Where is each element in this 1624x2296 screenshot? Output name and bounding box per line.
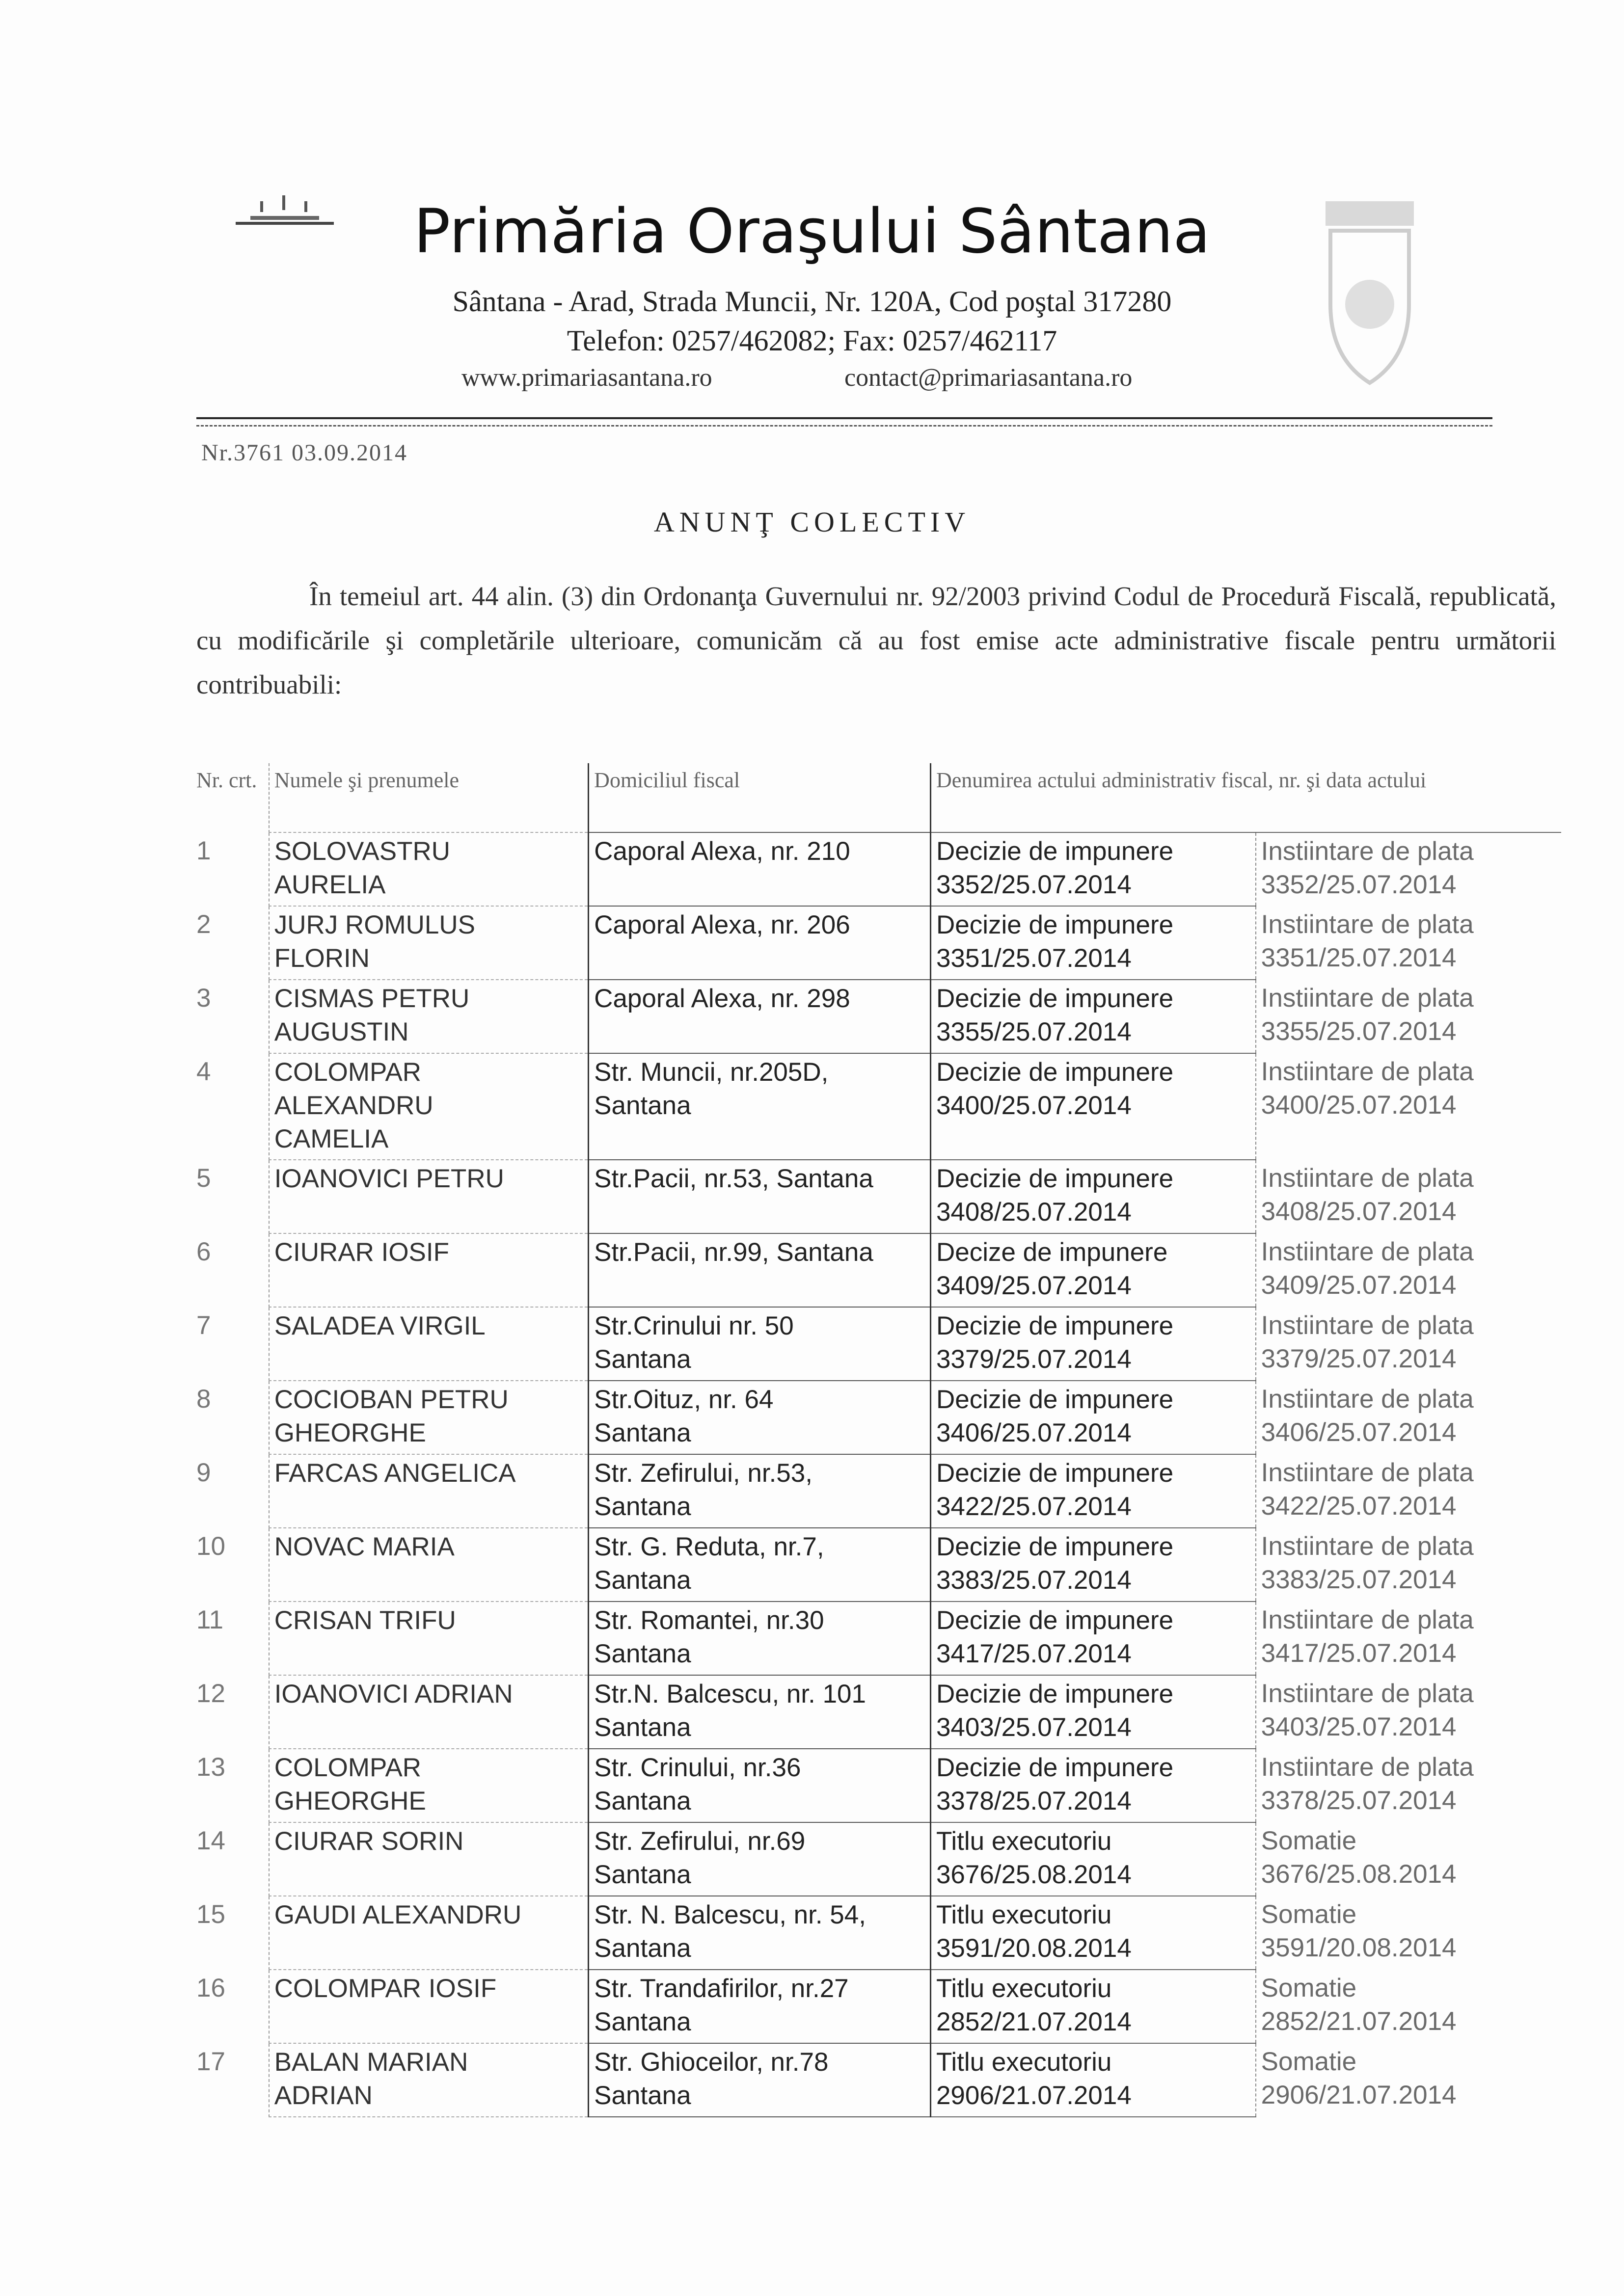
fiscal-address: [589, 1749, 931, 1822]
taxpayer-name-line: COCIOBAN PETRU: [274, 1385, 509, 1414]
payment-notice: [1256, 906, 1561, 980]
taxpayer-name-line: JURJ ROMULUS: [274, 910, 475, 939]
fiscal-address-line: Santana: [594, 1787, 691, 1815]
institution-address: Sântana - Arad, Strada Muncii, Nr. 120A, Cod poştal 317280: [452, 285, 1172, 318]
taxpayer-name: [269, 1307, 589, 1381]
fiscal-address: [589, 1896, 931, 1970]
header-name: Numele şi prenumele: [269, 763, 589, 832]
administrative-act-line: 2852/21.07.2014: [936, 2007, 1132, 2036]
header-act: Denumirea actului administrativ fiscal, nr. şi data actului: [930, 763, 1561, 832]
table-row: [191, 906, 1561, 980]
payment-notice-line: Instiintare de plata: [1261, 1532, 1474, 1561]
payment-notice-line: 3383/25.07.2014: [1261, 1565, 1457, 1594]
payment-notice: [1256, 1749, 1561, 1822]
payment-notice-line: Instiintare de plata: [1261, 1385, 1474, 1414]
taxpayer-name-line: IOANOVICI ADRIAN: [274, 1680, 513, 1709]
administrative-act: [930, 1233, 1255, 1307]
payment-notice-line: Instiintare de plata: [1261, 1458, 1474, 1487]
administrative-act-line: Decizie de impunere: [936, 1058, 1174, 1087]
administrative-act: [930, 980, 1255, 1053]
taxpayer-name-line: GHEORGHE: [274, 1418, 426, 1447]
payment-notice-line: Instiintare de plata: [1261, 1605, 1474, 1634]
administrative-act-line: 3400/25.07.2014: [936, 1091, 1132, 1120]
fiscal-address-line: Santana: [594, 2007, 691, 2036]
row-number: 5: [196, 1164, 211, 1193]
fiscal-address-line: Santana: [594, 1091, 691, 1120]
administrative-act: [930, 1896, 1255, 1970]
row-number: 14: [196, 1826, 225, 1855]
payment-notice-line: Instiintare de plata: [1261, 1164, 1474, 1193]
taxpayer-name: [269, 1675, 589, 1749]
fiscal-address-line: Str. Ghioceilor, nr.78: [594, 2048, 829, 2077]
institution-title: Primăria Oraşului Sântana: [413, 196, 1211, 267]
administrative-act-line: Titlu executoriu: [936, 1827, 1112, 1856]
row-number: 17: [196, 2047, 225, 2076]
payment-notice-line: Instiintare de plata: [1261, 910, 1474, 939]
fiscal-address-line: Caporal Alexa, nr. 206: [594, 910, 850, 939]
table-row: [191, 1381, 1561, 1454]
document-heading: ANUNŢ COLECTIV: [653, 506, 971, 538]
administrative-act-line: Decizie de impunere: [936, 837, 1174, 866]
administrative-act-line: Decize de impunere: [936, 1238, 1168, 1267]
administrative-act-line: 3406/25.07.2014: [936, 1418, 1132, 1447]
taxpayer-name-line: ALEXANDRU: [274, 1091, 433, 1120]
administrative-act-line: Decizie de impunere: [936, 984, 1174, 1013]
payment-notice-line: Instiintare de plata: [1261, 1057, 1474, 1086]
registration-number: Nr.3761 03.09.2014: [201, 440, 407, 466]
payment-notice-line: Instiintare de plata: [1261, 1311, 1474, 1340]
taxpayer-name-line: GHEORGHE: [274, 1787, 426, 1815]
fiscal-address: [589, 1233, 931, 1307]
fiscal-address-line: Santana: [594, 1934, 691, 1963]
fiscal-address-line: Str. Zefirului, nr.69: [594, 1827, 806, 1856]
fiscal-address-line: Santana: [594, 1860, 691, 1889]
payment-notice: [1256, 1970, 1561, 2043]
payment-notice: [1256, 1675, 1561, 1749]
taxpayer-name-line: COLOMPAR IOSIF: [274, 1974, 497, 2003]
table-row: [191, 1896, 1561, 1970]
payment-notice-line: 3409/25.07.2014: [1261, 1271, 1457, 1300]
fiscal-address-line: Str.Oituz, nr. 64: [594, 1385, 774, 1414]
row-number: 2: [196, 910, 211, 939]
fiscal-address: [589, 980, 931, 1053]
institution-email: contact@primariasantana.ro: [844, 364, 1133, 392]
taxpayer-name-line: SOLOVASTRU: [274, 837, 451, 866]
administrative-act-line: Titlu executoriu: [936, 2048, 1112, 2077]
table-row: [191, 1307, 1561, 1381]
administrative-act-line: 3403/25.07.2014: [936, 1713, 1132, 1742]
header-address: Domiciliul fiscal: [589, 763, 931, 832]
taxpayer-name: [269, 1822, 589, 1896]
payment-notice: [1256, 1233, 1561, 1307]
fiscal-address-line: Str. Zefirului, nr.53,: [594, 1459, 812, 1488]
intro-paragraph: În temeiul art. 44 alin. (3) din Ordonanţa Guvernului nr. 92/2003 privind Codul de Procedură Fiscală, republicată, cu modificările şi completările ulterioare, comunicăm că au fost emise acte administrative fiscale pentru următorii contribuabili:: [196, 581, 1556, 699]
administrative-act: [930, 1970, 1255, 2043]
table-row: [191, 1528, 1561, 1602]
row-number: 3: [196, 984, 211, 1013]
taxpayer-name-line: BALAN MARIAN: [274, 2048, 468, 2077]
administrative-act-line: 3352/25.07.2014: [936, 870, 1132, 899]
administrative-act-line: Decizie de impunere: [936, 910, 1174, 939]
taxpayer-name: [269, 1053, 589, 1160]
taxpayer-name: [269, 906, 589, 980]
taxpayer-name: [269, 2043, 589, 2117]
table-row: [191, 1749, 1561, 1822]
administrative-act-line: Decizie de impunere: [936, 1311, 1174, 1340]
payment-notice: [1256, 1602, 1561, 1675]
fiscal-address: [589, 906, 931, 980]
administrative-act-line: 3422/25.07.2014: [936, 1492, 1132, 1521]
payment-notice-line: Instiintare de plata: [1261, 1679, 1474, 1708]
administrative-act-line: 2906/21.07.2014: [936, 2081, 1132, 2110]
taxpayer-name: [269, 1602, 589, 1675]
fiscal-address-line: Str. Muncii, nr.205D,: [594, 1058, 829, 1087]
fiscal-address: [589, 1528, 931, 1602]
taxpayer-name-line: CRISAN TRIFU: [274, 1606, 456, 1635]
row-number: 10: [196, 1532, 225, 1561]
table-row: [191, 1675, 1561, 1749]
administrative-act-line: Decizie de impunere: [936, 1164, 1174, 1193]
table-row: [191, 1160, 1561, 1233]
payment-notice-line: Somatie: [1261, 1974, 1357, 2002]
payment-notice: [1256, 1896, 1561, 1970]
fiscal-address: [589, 1675, 931, 1749]
payment-notice-line: 3355/25.07.2014: [1261, 1017, 1457, 1046]
table-body: [191, 832, 1561, 2117]
fiscal-address: [589, 1454, 931, 1528]
payment-notice-line: 3403/25.07.2014: [1261, 1712, 1457, 1741]
administrative-act: [930, 1749, 1255, 1822]
administrative-act: [930, 1381, 1255, 1454]
taxpayer-name-line: IOANOVICI PETRU: [274, 1164, 504, 1193]
administrative-act: [930, 1053, 1255, 1160]
row-number: 16: [196, 1974, 225, 2002]
administrative-act-line: Titlu executoriu: [936, 1974, 1112, 2003]
payment-notice-line: 3400/25.07.2014: [1261, 1091, 1457, 1120]
row-number: 9: [196, 1458, 211, 1487]
taxpayer-name-line: CIURAR IOSIF: [274, 1238, 449, 1267]
fiscal-address: [589, 2043, 931, 2117]
table-row: [191, 2043, 1561, 2117]
payment-notice: [1256, 980, 1561, 1053]
payment-notice-line: 3408/25.07.2014: [1261, 1197, 1457, 1226]
fiscal-address-line: Str. Crinului, nr.36: [594, 1753, 801, 1782]
fiscal-address-line: Str.N. Balcescu, nr. 101: [594, 1680, 866, 1709]
payment-notice-line: 3591/20.08.2014: [1261, 1933, 1457, 1962]
contributors-table: [191, 763, 1561, 2117]
fiscal-address-line: Santana: [594, 1418, 691, 1447]
taxpayer-name-line: COLOMPAR: [274, 1058, 422, 1087]
administrative-act-line: Titlu executoriu: [936, 1900, 1112, 1929]
payment-notice: [1256, 1454, 1561, 1528]
taxpayer-name-line: FARCAS ANGELICA: [274, 1459, 516, 1488]
administrative-act: [930, 2043, 1255, 2117]
row-number: 8: [196, 1385, 211, 1414]
administrative-act-line: Decizie de impunere: [936, 1606, 1174, 1635]
fiscal-address: [589, 1381, 931, 1454]
institution-website: www.primariasantana.ro: [461, 364, 712, 392]
payment-notice-line: Instiintare de plata: [1261, 837, 1474, 866]
fiscal-address-line: Str. Trandafirilor, nr.27: [594, 1974, 849, 2003]
payment-notice: [1256, 1053, 1561, 1160]
fiscal-address: [589, 1822, 931, 1896]
table-row: [191, 1822, 1561, 1896]
payment-notice-line: 3417/25.07.2014: [1261, 1639, 1457, 1668]
payment-notice-line: 3406/25.07.2014: [1261, 1418, 1457, 1447]
taxpayer-name-line: FLORIN: [274, 944, 370, 973]
fiscal-address-line: Santana: [594, 1492, 691, 1521]
row-number: 11: [196, 1605, 224, 1634]
payment-notice-line: 3422/25.07.2014: [1261, 1492, 1457, 1521]
administrative-act-line: 3676/25.08.2014: [936, 1860, 1132, 1889]
taxpayer-name-line: CAMELIA: [274, 1124, 389, 1153]
payment-notice-line: 3379/25.07.2014: [1261, 1344, 1457, 1373]
taxpayer-name: [269, 1749, 589, 1822]
row-number: 7: [196, 1311, 211, 1340]
table-row: [191, 832, 1561, 906]
payment-notice-line: 2852/21.07.2014: [1261, 2007, 1457, 2036]
header-divider-secondary: [196, 425, 1492, 427]
table-row: [191, 980, 1561, 1053]
payment-notice-line: Instiintare de plata: [1261, 1753, 1474, 1782]
administrative-act-line: 3379/25.07.2014: [936, 1345, 1132, 1374]
taxpayer-name-line: NOVAC MARIA: [274, 1532, 455, 1561]
taxpayer-name-line: SALADEA VIRGIL: [274, 1311, 486, 1340]
administrative-act-line: Decizie de impunere: [936, 1680, 1174, 1709]
fiscal-address-line: Str. N. Balcescu, nr. 54,: [594, 1900, 866, 1929]
taxpayer-name-line: CISMAS PETRU: [274, 984, 470, 1013]
table-row: [191, 1454, 1561, 1528]
table-row: [191, 1602, 1561, 1675]
institution-phone-fax: Telefon: 0257/462082; Fax: 0257/462117: [567, 324, 1057, 357]
administrative-act: [930, 1528, 1255, 1602]
row-number: 1: [196, 836, 211, 865]
fiscal-address: [589, 1160, 931, 1233]
taxpayer-name-line: COLOMPAR: [274, 1753, 422, 1782]
administrative-act-line: 3417/25.07.2014: [936, 1639, 1132, 1668]
taxpayer-name: [269, 1381, 589, 1454]
administrative-act: [930, 1675, 1255, 1749]
taxpayer-name-line: ADRIAN: [274, 2081, 373, 2110]
payment-notice-line: Somatie: [1261, 2047, 1357, 2076]
fiscal-address: [589, 832, 931, 906]
fiscal-address-line: Str.Crinului nr. 50: [594, 1311, 794, 1340]
fiscal-address-line: Str.Pacii, nr.99, Santana: [594, 1238, 873, 1267]
table-row: [191, 1970, 1561, 2043]
administrative-act-line: 3355/25.07.2014: [936, 1017, 1132, 1046]
row-number: 4: [196, 1057, 211, 1086]
administrative-act-line: Decizie de impunere: [936, 1532, 1174, 1561]
row-number: 13: [196, 1753, 225, 1782]
row-number: 15: [196, 1900, 225, 1929]
table-row: [191, 1233, 1561, 1307]
taxpayer-name: [269, 1896, 589, 1970]
fiscal-address-line: Santana: [594, 2081, 691, 2110]
administrative-act-line: 3378/25.07.2014: [936, 1787, 1132, 1815]
fiscal-address: [589, 1307, 931, 1381]
payment-notice-line: 3378/25.07.2014: [1261, 1786, 1457, 1815]
fiscal-address-line: Str.Pacii, nr.53, Santana: [594, 1164, 873, 1193]
fiscal-address-line: Santana: [594, 1566, 691, 1595]
administrative-act: [930, 1307, 1255, 1381]
taxpayer-name-line: CIURAR SORIN: [274, 1827, 464, 1856]
fiscal-address-line: Caporal Alexa, nr. 210: [594, 837, 850, 866]
payment-notice-line: Somatie: [1261, 1826, 1357, 1855]
fiscal-address: [589, 1970, 931, 2043]
payment-notice-line: Somatie: [1261, 1900, 1357, 1929]
payment-notice-line: 2906/21.07.2014: [1261, 2081, 1457, 2109]
payment-notice: [1256, 1822, 1561, 1896]
administrative-act-line: 3408/25.07.2014: [936, 1198, 1132, 1227]
payment-notice-line: 3676/25.08.2014: [1261, 1860, 1457, 1889]
taxpayer-name: [269, 1233, 589, 1307]
taxpayer-name-line: AUGUSTIN: [274, 1017, 409, 1046]
fiscal-address-line: Santana: [594, 1345, 691, 1374]
administrative-act: [930, 1602, 1255, 1675]
fiscal-address-line: Caporal Alexa, nr. 298: [594, 984, 850, 1013]
payment-notice: [1256, 1160, 1561, 1233]
taxpayer-name: [269, 980, 589, 1053]
taxpayer-name-line: GAUDI ALEXANDRU: [274, 1900, 522, 1929]
administrative-act: [930, 1160, 1255, 1233]
payment-notice: [1256, 1381, 1561, 1454]
fiscal-address-line: Str. G. Reduta, nr.7,: [594, 1532, 824, 1561]
fiscal-address: [589, 1602, 931, 1675]
payment-notice: [1256, 832, 1561, 906]
administrative-act-line: 3351/25.07.2014: [936, 944, 1132, 973]
administrative-act: [930, 906, 1255, 980]
row-number: 6: [196, 1237, 211, 1266]
administrative-act: [930, 832, 1255, 906]
payment-notice-line: 3352/25.07.2014: [1261, 870, 1457, 899]
fiscal-address-line: Santana: [594, 1713, 691, 1742]
administrative-act-line: 3409/25.07.2014: [936, 1271, 1132, 1300]
payment-notice-line: Instiintare de plata: [1261, 1237, 1474, 1266]
fiscal-address-line: Str. Romantei, nr.30: [594, 1606, 824, 1635]
payment-notice: [1256, 1307, 1561, 1381]
header-divider: [196, 417, 1492, 419]
administrative-act-line: Decizie de impunere: [936, 1459, 1174, 1488]
payment-notice-line: 3351/25.07.2014: [1261, 943, 1457, 972]
table-row: [191, 1053, 1561, 1160]
administrative-act-line: 3383/25.07.2014: [936, 1566, 1132, 1595]
fiscal-address-line: Santana: [594, 1639, 691, 1668]
taxpayer-name-line: AURELIA: [274, 870, 386, 899]
payment-notice: [1256, 2043, 1561, 2117]
taxpayer-name: [269, 1528, 589, 1602]
administrative-act-line: Decizie de impunere: [936, 1385, 1174, 1414]
payment-notice-line: Instiintare de plata: [1261, 984, 1474, 1013]
fiscal-address: [589, 1053, 931, 1160]
taxpayer-name: [269, 832, 589, 906]
administrative-act-line: 3591/20.08.2014: [936, 1934, 1132, 1963]
taxpayer-name: [269, 1160, 589, 1233]
administrative-act-line: Decizie de impunere: [936, 1753, 1174, 1782]
table-header-row: [191, 763, 1561, 832]
payment-notice: [1256, 1528, 1561, 1602]
administrative-act: [930, 1454, 1255, 1528]
row-number: 12: [196, 1679, 225, 1708]
administrative-act: [930, 1822, 1255, 1896]
header-nr: Nr. crt.: [196, 768, 257, 792]
taxpayer-name: [269, 1970, 589, 2043]
taxpayer-name: [269, 1454, 589, 1528]
